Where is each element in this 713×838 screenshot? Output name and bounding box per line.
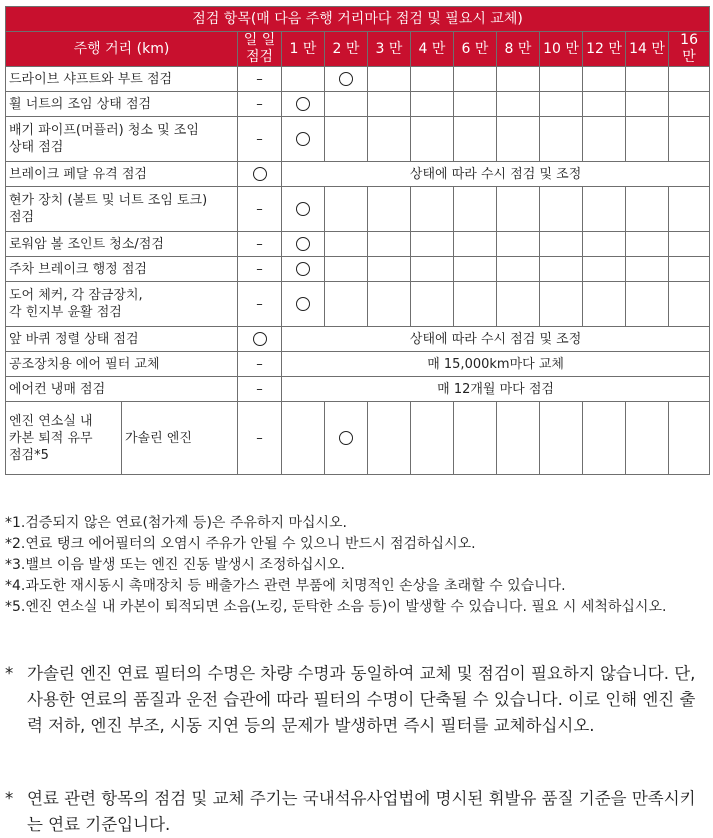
header-interval: 3 만 <box>368 32 411 67</box>
daily-dash: – <box>238 402 282 475</box>
circle-mark-icon <box>296 202 310 216</box>
interval-cell <box>540 282 583 327</box>
interval-cell <box>454 117 497 162</box>
interval-cell <box>540 187 583 232</box>
circle-mark-icon <box>296 132 310 146</box>
interval-cell <box>497 282 540 327</box>
interval-cell <box>282 232 325 257</box>
interval-cell <box>368 402 411 475</box>
item-subtype: 가솔린 엔진 <box>122 402 238 475</box>
interval-cell <box>411 282 454 327</box>
item-name <box>6 117 238 162</box>
header-interval: 2 만 <box>325 32 368 67</box>
interval-note: 상태에 따라 수시 점검 및 조정 <box>282 162 710 187</box>
interval-cell <box>368 92 411 117</box>
footnote: *4.과도한 재시동시 촉매장치 등 배출가스 관련 부품에 치명적인 손상을 초래할 수 있습니다. <box>5 578 566 594</box>
circle-mark-icon <box>296 237 310 251</box>
interval-cell <box>282 257 325 282</box>
item-name <box>6 282 238 327</box>
note-text: 연료 관련 항목의 점검 및 교체 주기는 국내석유사업법에 명시된 휘발유 품질 기준을 만족시키는 연료 기준입니다. <box>27 789 696 834</box>
item-name: 에어컨 냉매 점검 <box>6 377 238 402</box>
interval-cell <box>669 92 710 117</box>
header-daily <box>238 32 282 67</box>
daily-dash: – <box>238 92 282 117</box>
item-name-line: 각 힌지부 윤활 점검 <box>9 305 122 320</box>
interval-cell <box>669 187 710 232</box>
interval-cell <box>454 282 497 327</box>
interval-cell <box>669 402 710 475</box>
interval-cell <box>626 187 669 232</box>
footnote: *2.연료 탱크 에어필터의 오염시 주유가 안될 수 있으니 반드시 점검하십시오. <box>5 536 476 552</box>
daily-dash: – <box>238 377 282 402</box>
note-fuel-filter <box>5 661 709 739</box>
table-title: 점검 항목(매 다음 주행 거리마다 점검 및 필요시 교체) <box>6 7 710 32</box>
interval-cell <box>583 117 626 162</box>
interval-cell <box>669 257 710 282</box>
interval-cell <box>626 257 669 282</box>
interval-cell <box>411 232 454 257</box>
header-interval: 10 만 <box>540 32 583 67</box>
interval-cell <box>497 232 540 257</box>
item-name-line: 상태 점검 <box>9 140 64 155</box>
daily-dash: – <box>238 67 282 92</box>
interval-cell <box>454 67 497 92</box>
interval-cell <box>368 232 411 257</box>
interval-cell <box>325 282 368 327</box>
interval-cell <box>497 92 540 117</box>
interval-cell <box>583 402 626 475</box>
interval-cell <box>540 117 583 162</box>
interval-cell <box>626 402 669 475</box>
interval-cell <box>282 67 325 92</box>
circle-mark-icon <box>296 297 310 311</box>
interval-cell <box>583 282 626 327</box>
interval-cell <box>669 117 710 162</box>
interval-cell <box>368 257 411 282</box>
circle-mark-icon <box>296 97 310 111</box>
interval-cell <box>325 402 368 475</box>
item-name: 로워암 볼 조인트 청소/점검 <box>6 232 238 257</box>
table-row <box>6 377 710 402</box>
interval-cell <box>669 67 710 92</box>
note-asterisk: * <box>5 664 14 683</box>
interval-cell <box>282 117 325 162</box>
daily-check-cell <box>238 162 282 187</box>
interval-cell <box>454 92 497 117</box>
circle-mark-icon <box>339 431 353 445</box>
daily-dash: – <box>238 282 282 327</box>
circle-mark-icon <box>253 167 267 181</box>
item-name: 주차 브레이크 행정 점검 <box>6 257 238 282</box>
table-row <box>6 162 710 187</box>
interval-cell <box>282 402 325 475</box>
interval-note: 상태에 따라 수시 점검 및 조정 <box>282 327 710 352</box>
header-interval: 6 만 <box>454 32 497 67</box>
item-name: 드라이브 샤프트와 부트 점검 <box>6 67 238 92</box>
footnote-list <box>5 513 709 618</box>
interval-cell <box>411 67 454 92</box>
table-row <box>6 282 710 327</box>
interval-cell <box>411 257 454 282</box>
circle-mark-icon <box>339 72 353 86</box>
daily-check-cell <box>238 327 282 352</box>
item-name <box>6 402 122 475</box>
header-interval: 12 만 <box>583 32 626 67</box>
footnote: *5.엔진 연소실 내 카본이 퇴적되면 소음(노킹, 둔탁한 소음 등)이 발생할 수 있습니다. 필요 시 세척하십시오. <box>5 599 667 615</box>
interval-cell <box>325 257 368 282</box>
header-distance: 주행 거리 (km) <box>6 32 238 67</box>
interval-cell <box>368 282 411 327</box>
header-interval: 1 만 <box>282 32 325 67</box>
interval-note: 매 12개월 마다 점검 <box>282 377 710 402</box>
interval-cell <box>583 187 626 232</box>
item-name: 휠 너트의 조임 상태 점검 <box>6 92 238 117</box>
table-row <box>6 232 710 257</box>
item-name-line: 카본 퇴적 유무 <box>9 430 93 446</box>
header-daily-line-2: 점검 <box>245 49 274 65</box>
interval-cell <box>411 117 454 162</box>
table-row <box>6 402 710 475</box>
interval-cell <box>497 257 540 282</box>
header-interval: 4 만 <box>411 32 454 67</box>
table-row <box>6 187 710 232</box>
interval-cell <box>411 402 454 475</box>
table-row <box>6 257 710 282</box>
circle-mark-icon <box>296 262 310 276</box>
interval-cell <box>626 92 669 117</box>
interval-cell <box>583 257 626 282</box>
interval-cell <box>325 117 368 162</box>
interval-cell <box>325 92 368 117</box>
item-name-line: 점검*5 <box>9 447 49 463</box>
interval-cell <box>368 187 411 232</box>
footnote: *3.밸브 이음 발생 또는 엔진 진동 발생시 조정하십시오. <box>5 557 345 573</box>
interval-cell <box>411 92 454 117</box>
maintenance-schedule-table <box>5 6 710 475</box>
interval-cell <box>540 92 583 117</box>
interval-cell <box>540 67 583 92</box>
item-name <box>6 187 238 232</box>
table-row <box>6 117 710 162</box>
interval-cell <box>626 282 669 327</box>
item-name-line: 점검 <box>9 210 35 225</box>
interval-note: 매 15,000km마다 교체 <box>282 352 710 377</box>
daily-dash: – <box>238 257 282 282</box>
daily-dash: – <box>238 187 282 232</box>
item-name-line: 현가 장치 (볼트 및 너트 조임 토크) <box>9 193 208 208</box>
interval-cell <box>583 92 626 117</box>
footnote: *1.검증되지 않은 연료(첨가제 등)은 주유하지 마십시오. <box>5 515 347 531</box>
interval-cell <box>497 187 540 232</box>
interval-cell <box>325 67 368 92</box>
interval-cell <box>540 257 583 282</box>
interval-cell <box>669 232 710 257</box>
note-text: 가솔린 엔진 연료 필터의 수명은 차량 수명과 동일하여 교체 및 점검이 필요하지 않습니다. 단, 사용한 연료의 품질과 운전 습관에 따라 필터의 수명이 단축될 수 있습니다. 이로 인해 엔진 출력 저하, 엔진 부조, 시동 지연 등의 문제가 발생하면 즉시 필터를 교체하십시오. <box>27 664 696 735</box>
interval-cell <box>368 67 411 92</box>
interval-cell <box>626 232 669 257</box>
interval-cell <box>282 92 325 117</box>
interval-cell <box>454 187 497 232</box>
item-name: 공조장치용 에어 필터 교체 <box>6 352 238 377</box>
interval-cell <box>411 187 454 232</box>
item-name-line: 배기 파이프(머플러) 청소 및 조임 <box>9 123 199 138</box>
interval-cell <box>282 187 325 232</box>
note-asterisk: * <box>5 789 14 808</box>
item-name-line: 도어 체커, 각 잠금장치, <box>9 288 143 303</box>
header-daily-line-1: 일 일 <box>243 32 276 48</box>
table-row <box>6 92 710 117</box>
daily-dash: – <box>238 352 282 377</box>
interval-cell <box>540 232 583 257</box>
note-fuel-standard <box>5 786 709 838</box>
interval-cell <box>497 402 540 475</box>
interval-cell <box>626 117 669 162</box>
interval-cell <box>540 402 583 475</box>
circle-mark-icon <box>253 332 267 346</box>
interval-cell <box>454 232 497 257</box>
interval-cell <box>583 67 626 92</box>
interval-cell <box>368 117 411 162</box>
item-name: 앞 바퀴 정렬 상태 점검 <box>6 327 238 352</box>
table-row <box>6 67 710 92</box>
item-name: 브레이크 페달 유격 점검 <box>6 162 238 187</box>
header-interval: 16 만 <box>669 32 710 67</box>
header-interval: 8 만 <box>497 32 540 67</box>
interval-cell <box>325 187 368 232</box>
interval-cell <box>669 282 710 327</box>
header-interval: 14 만 <box>626 32 669 67</box>
interval-cell <box>454 402 497 475</box>
table-row <box>6 352 710 377</box>
interval-cell <box>282 282 325 327</box>
interval-cell <box>626 67 669 92</box>
interval-cell <box>497 117 540 162</box>
interval-cell <box>454 257 497 282</box>
daily-dash: – <box>238 117 282 162</box>
table-row <box>6 327 710 352</box>
item-name-line: 엔진 연소실 내 <box>9 413 93 429</box>
daily-dash: – <box>238 232 282 257</box>
interval-cell <box>497 67 540 92</box>
interval-cell <box>325 232 368 257</box>
interval-cell <box>583 232 626 257</box>
